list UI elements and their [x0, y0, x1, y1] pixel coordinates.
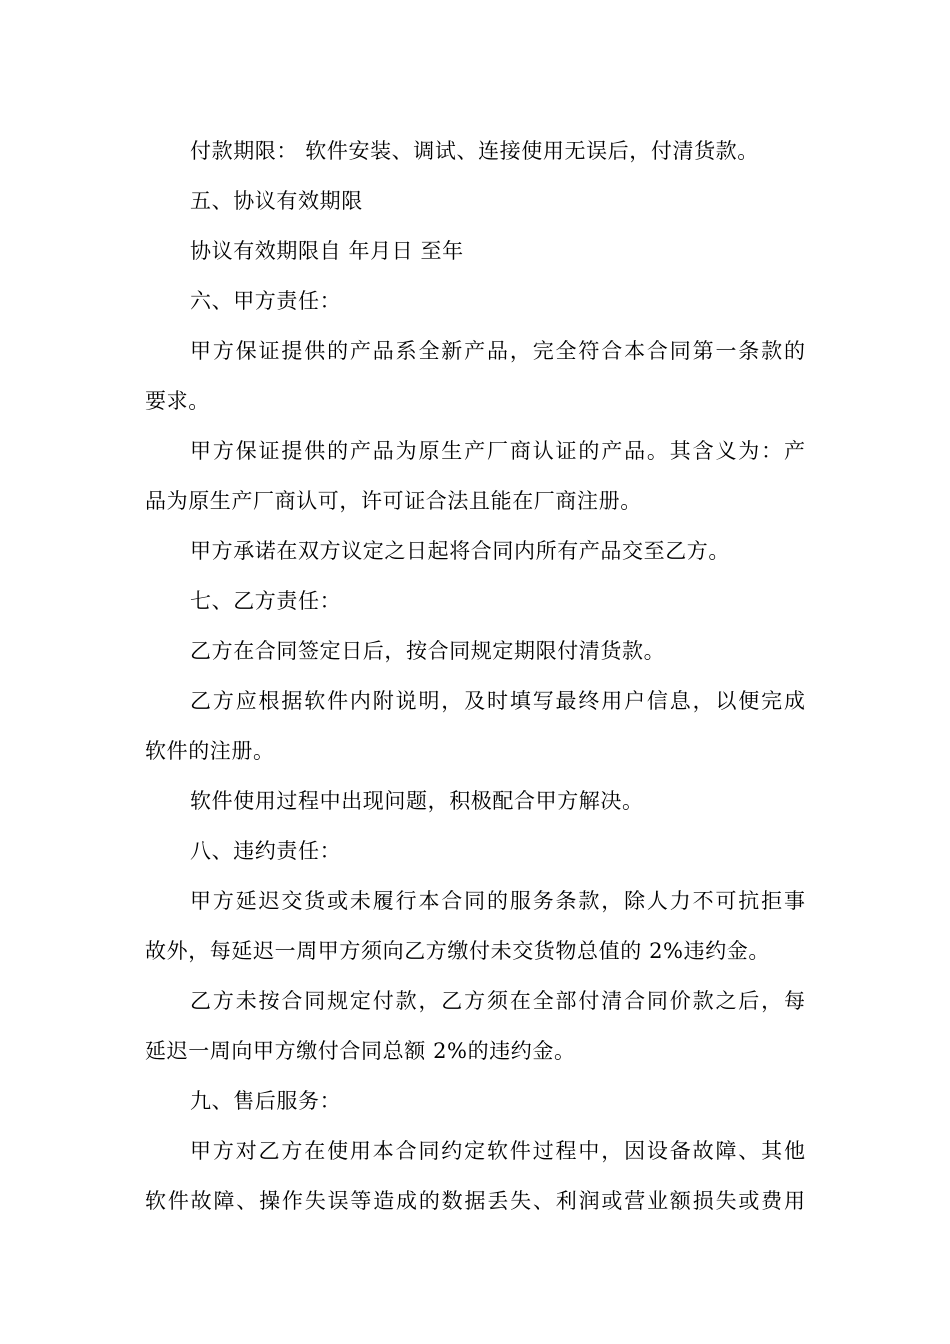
breach-clause-1-line-1: 甲方延迟交货或未履行本合同的服务条款，除人力不可抗拒事 — [190, 889, 805, 913]
section-five-heading: 五、协议有效期限 — [190, 189, 363, 213]
party-a-clause-2-line-1: 甲方保证提供的产品为原生产厂商认证的产品。其含义为：产 — [190, 439, 805, 463]
section-seven-heading: 七、乙方责任： — [190, 589, 342, 613]
after-sales-clause-line-1: 甲方对乙方在使用本合同约定软件过程中，因设备故障、其他 — [190, 1139, 805, 1163]
breach-clause-2-line-2: 延迟一周向甲方缴付合同总额 2%的违约金。 — [145, 1039, 576, 1063]
party-b-clause-1: 乙方在合同签定日后，按合同规定期限付清货款。 — [190, 639, 666, 663]
section-eight-heading: 八、违约责任： — [190, 839, 342, 863]
party-a-clause-1-line-1: 甲方保证提供的产品系全新产品，完全符合本合同第一条款的 — [190, 339, 805, 363]
party-a-clause-1-line-2: 要求。 — [145, 389, 210, 413]
party-a-clause-2-line-2: 品为原生产厂商认可，许可证合法且能在厂商注册。 — [145, 489, 642, 513]
party-b-clause-2-line-1: 乙方应根据软件内附说明，及时填写最终用户信息，以便完成 — [190, 689, 805, 713]
after-sales-clause-line-2: 软件故障、操作失误等造成的数据丢失、利润或营业额损失或费用 — [145, 1189, 805, 1213]
section-six-heading: 六、甲方责任： — [190, 289, 342, 313]
breach-clause-1-line-2: 故外，每延迟一周甲方须向乙方缴付未交货物总值的 2%违约金。 — [145, 939, 770, 963]
section-nine-heading: 九、售后服务： — [190, 1089, 342, 1113]
party-b-clause-3: 软件使用过程中出现问题，积极配合甲方解决。 — [190, 789, 644, 813]
breach-clause-2-line-1: 乙方未按合同规定付款，乙方须在全部付清合同价款之后，每 — [190, 989, 805, 1013]
party-a-clause-3: 甲方承诺在双方议定之日起将合同内所有产品交至乙方。 — [190, 539, 730, 563]
validity-period-line: 协议有效期限自 年月日 至年 — [190, 239, 464, 263]
party-b-clause-2-line-2: 软件的注册。 — [145, 739, 275, 763]
payment-term-line: 付款期限： 软件安装、调试、连接使用无误后，付清货款。 — [190, 139, 759, 163]
